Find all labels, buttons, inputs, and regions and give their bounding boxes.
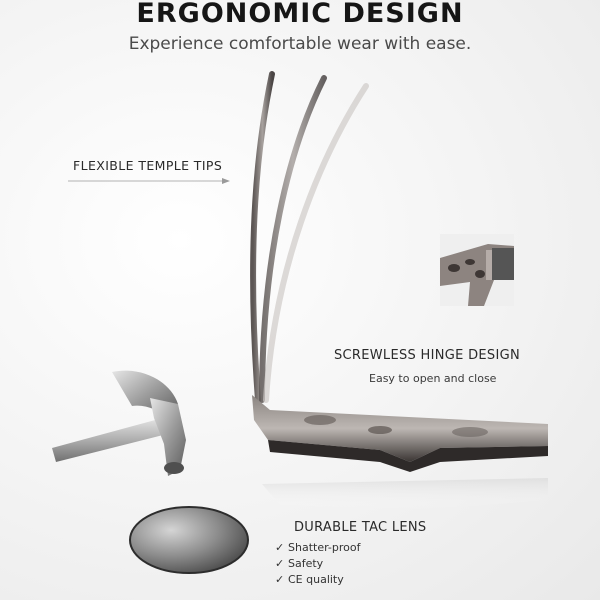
check-icon: ✓ <box>275 573 285 586</box>
temple-tips-label: FLEXIBLE TEMPLE TIPS <box>73 158 223 173</box>
hinge-title: SCREWLESS HINGE DESIGN <box>334 348 520 363</box>
lens-disc-icon <box>130 507 248 573</box>
hinge-subtitle: Easy to open and close <box>369 372 497 385</box>
lens-title: DURABLE TAC LENS <box>294 520 427 535</box>
glasses-frame <box>252 395 548 472</box>
feature-item <box>275 573 344 586</box>
feature-label: Safety <box>288 557 324 570</box>
page-title: ERGONOMIC DESIGN <box>136 0 464 29</box>
feature-item <box>275 541 360 554</box>
page-subtitle: Experience comfortable wear with ease. <box>128 34 472 54</box>
check-icon: ✓ <box>275 557 285 570</box>
check-icon: ✓ <box>275 541 285 554</box>
hinge-inset-icon <box>440 234 514 306</box>
arrow-line-icon <box>68 178 230 184</box>
feature-item <box>275 557 323 570</box>
feature-label: Shatter-proof <box>288 541 361 554</box>
frame-reflection <box>262 478 548 510</box>
hammer-icon <box>52 371 186 476</box>
feature-label: CE quality <box>288 573 344 586</box>
